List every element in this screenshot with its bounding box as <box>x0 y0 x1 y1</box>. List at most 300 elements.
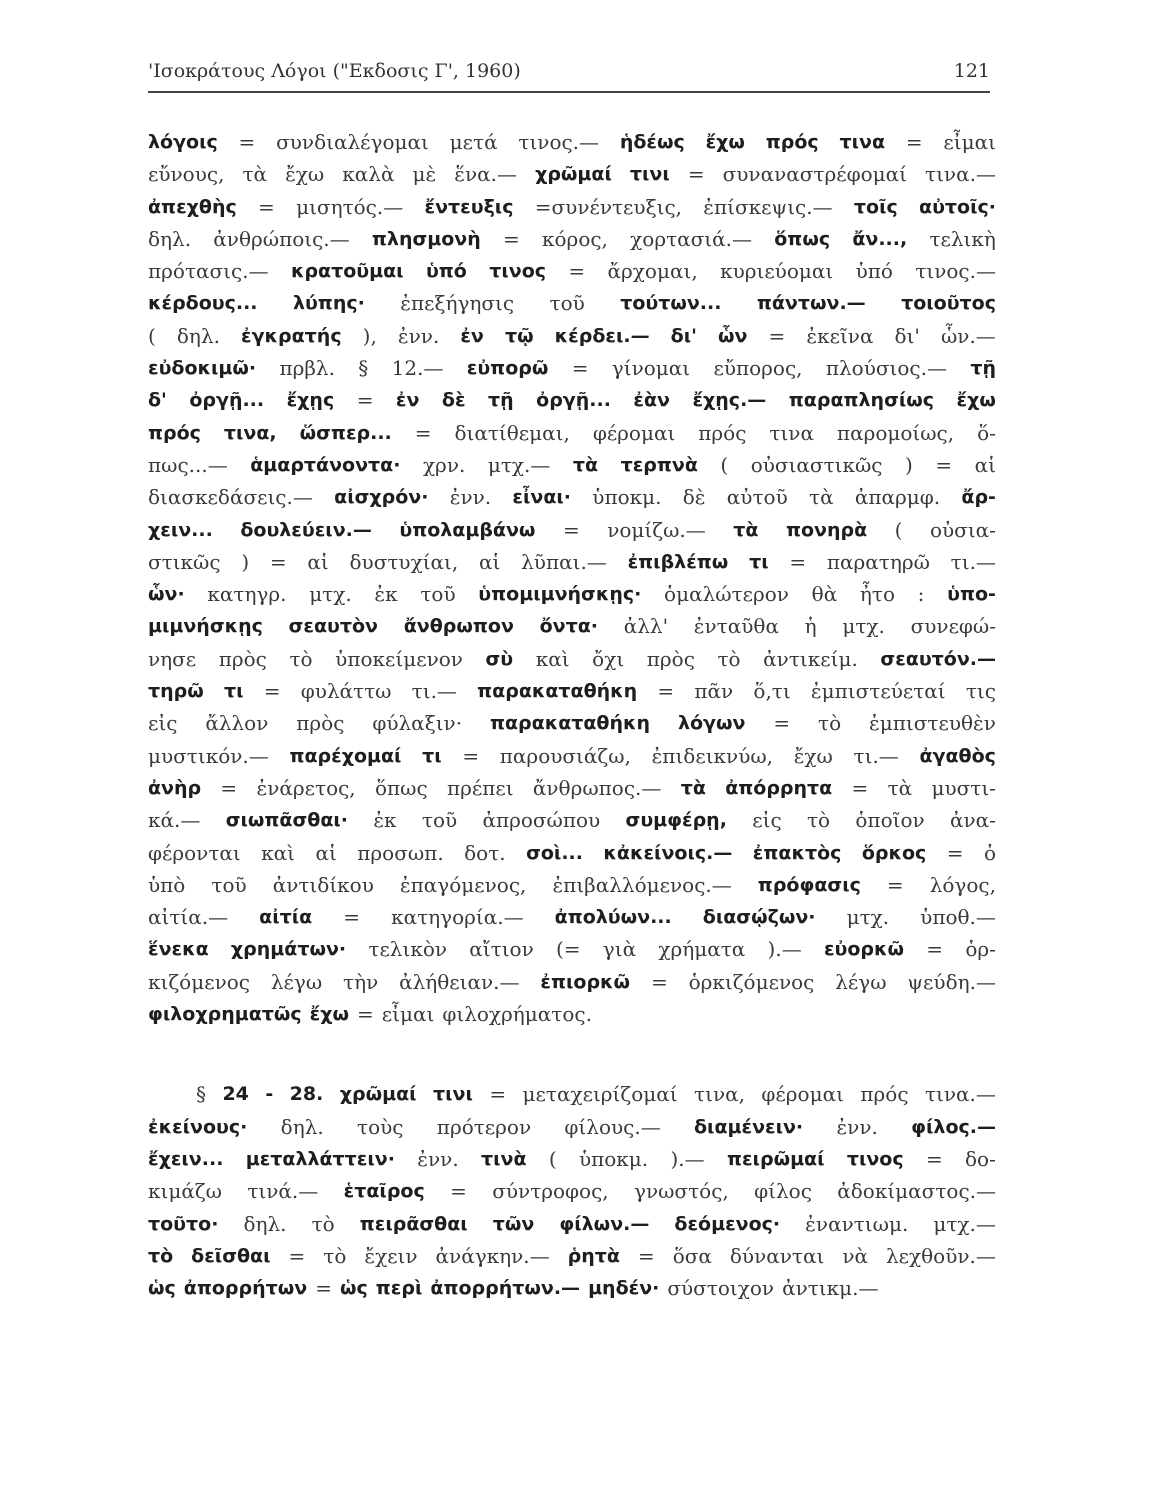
gloss-word: παρατηρῶ <box>826 549 930 574</box>
gloss-word: ὁμαλώτερον <box>664 582 789 607</box>
text-line <box>148 191 996 223</box>
lemma-word: δὲ <box>441 389 466 412</box>
gloss-word: κά.— <box>148 808 201 833</box>
gloss-word: = <box>851 775 869 800</box>
lemma-word: ὡς <box>148 1277 176 1300</box>
lemma-word: τι <box>422 744 442 767</box>
text-line <box>148 481 996 513</box>
lemma-word: ἐν <box>460 324 484 347</box>
gloss-word: μεταχειρίζομαί <box>522 1082 678 1107</box>
gloss-word: μετά <box>449 130 498 154</box>
gloss-word: = <box>503 226 520 251</box>
gloss-word: παρομοίως, <box>836 420 955 445</box>
gloss-word: ἀνθρώποις.— <box>213 226 350 251</box>
gloss-word: χρήματα <box>658 937 746 962</box>
gloss-word: ἀλλ' <box>623 614 669 639</box>
gloss-word: αἴτιον <box>469 937 534 962</box>
text-line <box>148 869 996 901</box>
lemma-word: τὰ <box>680 776 706 799</box>
gloss-word: ἐκ <box>373 808 397 833</box>
gloss-word: λόγος, <box>929 872 996 897</box>
lemma-word: ἀπορρήτων <box>183 1277 308 1300</box>
gloss-word: ἀλήθειαν.— <box>399 969 520 994</box>
gloss-word: ἐμπιστευθὲν <box>869 711 996 736</box>
gloss-word: προσωπ. <box>357 840 444 865</box>
gloss-word: πρός <box>860 1082 909 1107</box>
gloss-word: τὰ <box>809 485 834 510</box>
text-line <box>148 707 996 739</box>
gloss-word: ἀντικμ.— <box>782 1276 879 1301</box>
text-line <box>148 1272 996 1304</box>
gloss-word: = <box>269 549 287 574</box>
gloss-word: φύλαξιν· <box>372 711 463 736</box>
lemma-word: κέρδει.— <box>554 324 650 347</box>
text-line <box>148 772 996 804</box>
lemma-word: ὧν <box>718 324 748 347</box>
gloss-word: = <box>926 937 944 962</box>
gloss-word: εὔπορος, <box>713 356 803 381</box>
gloss-word: ( <box>548 1146 557 1171</box>
gloss-word: ( <box>148 323 156 348</box>
lemma-word: αὐτοῖς· <box>919 195 996 218</box>
gloss-word: ἐπεξήγησις <box>400 291 515 316</box>
gloss-word: ) <box>905 452 913 477</box>
gloss-word: φυλάττω <box>300 679 392 704</box>
gloss-word: δηλ. <box>280 1114 324 1139</box>
lemma-word: τὰ <box>572 453 599 476</box>
gloss-word: τοῦ <box>211 872 247 897</box>
gloss-word: ὑποκμ. <box>578 1146 649 1171</box>
gloss-word: = <box>462 743 480 768</box>
lemma-word: φίλων.— <box>559 1212 650 1235</box>
lemma-word: σεαυτόν.— <box>880 647 996 670</box>
lemma-word: μεταλλάττειν· <box>245 1147 395 1170</box>
lemma-word: τι <box>223 680 244 703</box>
gloss-word: μισητός.— <box>296 194 404 219</box>
gloss-word: τὸ <box>717 646 741 671</box>
gloss-word: ).— <box>767 937 802 962</box>
gloss-word: κατηγρ. <box>207 582 287 607</box>
gloss-word: τι.— <box>950 549 996 574</box>
lemma-word: διαμένειν· <box>694 1115 804 1138</box>
gloss-word: =συνέντευξις, <box>534 194 682 219</box>
gloss-word: ἐνν. <box>417 1146 459 1171</box>
gloss-word: γιὰ <box>602 937 637 962</box>
gloss-word: τινος.— <box>915 259 996 284</box>
gloss-word: ὑπό <box>855 259 893 284</box>
gloss-word: ἐνταῦθα <box>693 614 779 639</box>
lemma-word: τινι <box>433 1083 473 1106</box>
gloss-word: ὑποθ.— <box>920 905 996 930</box>
text-line <box>148 449 996 481</box>
text-line <box>148 1143 996 1175</box>
lemma-word: τοῦτο· <box>148 1212 219 1235</box>
gloss-word: = <box>773 711 791 736</box>
gloss-word: ψεύδη.— <box>907 969 996 994</box>
lemma-word: φίλος.— <box>911 1115 996 1138</box>
gloss-word: § <box>196 1082 206 1107</box>
gloss-word: ἀντιδίκου <box>272 872 374 897</box>
gloss-word: αἱ <box>974 452 996 477</box>
gloss-word: αὐτοῦ <box>726 485 788 510</box>
gloss-word: = <box>687 162 705 187</box>
gloss-word: μυστικόν.— <box>148 743 269 768</box>
gloss-word: ἐναντιωμ. <box>805 1211 909 1236</box>
gloss-word: = <box>650 969 668 994</box>
lemma-word: περὶ <box>375 1277 423 1300</box>
text-line <box>148 643 996 675</box>
gloss-word: μυστι- <box>931 775 996 800</box>
gloss-word: κατηγορία.— <box>391 905 524 930</box>
gloss-word: τελικὴ <box>929 226 996 251</box>
gloss-word: = <box>768 323 786 348</box>
lemma-word: ἔχῃς.— <box>692 389 767 412</box>
lemma-word: ὧν· <box>148 583 185 606</box>
lemma-word: ὄντα· <box>539 615 599 638</box>
lemma-word: ἐκείνους· <box>148 1115 248 1138</box>
gloss-word: διασκεδάσεις.— <box>148 485 313 510</box>
lemma-word: λόγοις <box>148 131 218 153</box>
gloss-word: ἔχω <box>793 743 833 768</box>
gloss-word: ὅ,τι <box>753 679 791 704</box>
lemma-word: δι' <box>670 324 697 347</box>
gloss-word: τινά.— <box>247 1179 319 1204</box>
lemma-word: ἀπολύων... <box>554 906 672 929</box>
gloss-word: ὅπως <box>374 775 428 800</box>
gloss-word: ) <box>241 549 250 574</box>
gloss-word: εἶμαι <box>943 130 996 154</box>
lemma-word: παραπλησίως <box>788 389 935 412</box>
gloss-word: συνδιαλέγομαι <box>276 130 429 154</box>
gloss-word: δηλ. <box>243 1211 287 1236</box>
lemma-word: ὥσπερ... <box>299 421 392 444</box>
lemma-word: τινὰ <box>480 1147 527 1170</box>
lemma-word: δουλεύειν.— <box>240 518 372 541</box>
lemma-word: τοιοῦτος <box>901 292 996 315</box>
lemma-word: πλησμονὴ <box>371 227 481 250</box>
gloss-word: = <box>258 194 275 219</box>
gloss-word: = <box>489 1082 507 1107</box>
gloss-word: = <box>657 679 675 704</box>
gloss-word: αἱ <box>479 549 501 574</box>
gloss-word: = <box>414 420 432 445</box>
gloss-word: ἄνθρωπος.— <box>532 775 662 800</box>
lemma-word: πρός <box>765 131 819 153</box>
gloss-word: τι.— <box>411 679 457 704</box>
gloss-word: ( <box>720 452 729 477</box>
text-line <box>148 158 996 190</box>
gloss-word: φιλοχρήματος. <box>442 1002 592 1027</box>
gloss-word: κυριεύομαι <box>720 259 834 284</box>
gloss-word: ἀνάγκην.— <box>435 1243 550 1268</box>
lemma-word: ἐν <box>395 389 420 412</box>
lemma-word: τινα <box>839 131 886 153</box>
text-line <box>148 417 996 449</box>
text-line <box>148 1240 996 1272</box>
text-line <box>148 998 996 1030</box>
gloss-word: κιμάζω <box>148 1179 222 1204</box>
gloss-word: ἐκεῖνα <box>806 323 874 348</box>
gloss-word: πρότασις.— <box>148 259 269 284</box>
lemma-word: ἀπεχθὴς <box>148 195 237 218</box>
text-line <box>148 901 996 933</box>
gloss-word: μτχ. <box>846 905 890 930</box>
gloss-word: = <box>571 356 589 381</box>
gloss-word: = <box>905 130 923 154</box>
gloss-word: ἀπαρμφ. <box>854 485 941 510</box>
gloss-word: ( <box>894 517 903 542</box>
text-line <box>148 837 996 869</box>
gloss-word: γνωστός, <box>634 1179 729 1204</box>
gloss-word: τὸ <box>311 1211 335 1236</box>
lemma-word: εὐορκῶ <box>823 938 905 961</box>
lemma-word: ἐπακτὸς <box>752 841 842 864</box>
lemma-word: μηδέν· <box>588 1277 660 1300</box>
gloss-word: ἐμπιστεύεταί <box>810 679 946 704</box>
lemma-word: ἐπιορκῶ <box>540 970 631 993</box>
gloss-word: κιζόμενος <box>148 969 250 994</box>
gloss-word: ἄλλον <box>205 711 269 736</box>
gloss-word: = <box>637 1243 655 1268</box>
gloss-word: ), <box>362 323 377 348</box>
gloss-word: συνεφώ- <box>910 614 996 639</box>
gloss-word: μτχ. <box>842 614 885 639</box>
lemma-word: τούτων... <box>620 292 722 315</box>
gloss-word: τινα.— <box>924 1082 996 1107</box>
lemma-word: ἕνεκα <box>148 938 209 961</box>
paragraph-gap <box>148 1030 996 1078</box>
text-line <box>148 1175 996 1207</box>
gloss-word: παρουσιάζω, <box>499 743 631 768</box>
lemma-word: πειρᾶσθαι <box>359 1212 468 1235</box>
lemma-word: σεαυτὸν <box>288 615 379 638</box>
lemma-word: ἀπορρήτων.— <box>430 1277 581 1300</box>
lemma-word: λόγων <box>677 712 746 735</box>
lemma-word: εἶναι· <box>512 486 572 509</box>
lemma-word: ἑταῖρος <box>343 1180 425 1203</box>
gloss-word: ἐπιβαλλόμενος.— <box>552 872 732 897</box>
gloss-word: = <box>935 452 953 477</box>
gloss-word: τὰ <box>242 162 268 187</box>
lemma-word: ἄνθρωπον <box>403 615 514 638</box>
gloss-word: οὐσιαστικῶς <box>750 452 883 477</box>
lemma-word: χειν... <box>148 518 213 541</box>
gloss-word: ὁρκιζόμενος <box>688 969 815 994</box>
gloss-word: δι' <box>894 323 920 348</box>
text-line <box>148 223 996 255</box>
gloss-word: τὸ <box>323 1243 347 1268</box>
header-rule <box>148 91 990 93</box>
lemma-word: τινα, <box>223 421 277 444</box>
gloss-word: ὑποκείμενον <box>335 646 463 671</box>
gloss-word: = <box>288 1243 306 1268</box>
gloss-word: τινος.— <box>518 130 600 154</box>
text-line <box>148 126 996 158</box>
lemma-word: ὑπο- <box>947 583 996 606</box>
lemma-word: ἡδέως <box>619 131 685 153</box>
gloss-word: πρὸς <box>296 711 345 736</box>
gloss-word: ἀντικείμ. <box>763 646 858 671</box>
gloss-word: = <box>357 1002 374 1027</box>
gloss-word: λέγω <box>270 969 323 994</box>
lemma-word: τινος <box>489 260 547 283</box>
lemma-word: παρακαταθήκη <box>489 712 651 735</box>
gloss-word: ὅ- <box>977 420 996 445</box>
commentary-text <box>148 126 996 1304</box>
text-line <box>148 1111 996 1143</box>
gloss-word: τελικὸν <box>368 937 448 962</box>
gloss-word: δηλ. <box>148 226 192 251</box>
page-number: 121 <box>953 60 990 82</box>
gloss-word: τοῦ <box>549 291 585 316</box>
gloss-word: χορτασιά.— <box>630 226 753 251</box>
gloss-word: εἰς <box>752 808 782 833</box>
text-line <box>148 384 996 416</box>
text-line <box>148 610 996 642</box>
gloss-word: πρὸς <box>218 646 267 671</box>
lemma-word: μιμνήσκῃς <box>148 615 263 638</box>
lemma-word: φιλοχρηματῶς <box>148 1003 302 1026</box>
gloss-word: εἶμαι <box>381 1002 435 1027</box>
lemma-word: ἔχῃς <box>286 389 335 412</box>
paragraph <box>148 1078 996 1304</box>
lemma-word: τινος <box>846 1147 904 1170</box>
lemma-word: δεῖσθαι <box>191 1244 271 1267</box>
lemma-word: ἀπόρρητα <box>725 776 833 799</box>
gloss-word: νησε <box>148 646 197 671</box>
lemma-word: 24 <box>222 1083 249 1106</box>
gloss-word: σύστοιχον <box>667 1276 775 1301</box>
lemma-word: ἄρ- <box>961 486 996 509</box>
lemma-word: ἔντευξις <box>424 195 514 218</box>
lemma-word: πρόφασις <box>757 873 861 896</box>
gloss-word: ἡ <box>804 614 817 639</box>
gloss-word: = <box>356 388 374 413</box>
gloss-word: οὐσια- <box>929 517 996 542</box>
gloss-word: τὰ <box>887 775 913 800</box>
gloss-word: λέγω <box>835 969 887 994</box>
lemma-word: τῇ <box>970 357 996 380</box>
gloss-word: 12.— <box>391 356 444 381</box>
text-line <box>148 804 996 836</box>
lemma-word: εὐδοκιμῶ· <box>148 357 257 380</box>
lemma-word: τῷ <box>504 324 534 347</box>
lemma-word: ἔχω <box>705 131 745 153</box>
gloss-word: = <box>925 1146 943 1171</box>
gloss-word: ἐπιδεικνύω, <box>651 743 774 768</box>
gloss-word: πρὸς <box>646 646 695 671</box>
gloss-word: δο- <box>965 1146 996 1171</box>
gloss-word: πλούσιος.— <box>825 356 947 381</box>
gloss-word: ὁποῖον <box>855 808 925 833</box>
gloss-word: πρός <box>698 420 747 445</box>
gloss-word: φέρονται <box>148 840 241 865</box>
lemma-word: ἐπιβλέπω <box>627 550 729 573</box>
lemma-word: τι <box>749 550 769 573</box>
lemma-word: ὀργῇ... <box>536 389 611 412</box>
gloss-word: γίνομαι <box>611 356 691 381</box>
lemma-word: ὀργῇ... <box>189 389 265 412</box>
gloss-word: φίλους.— <box>564 1114 661 1139</box>
lemma-word: ὑπολαμβάνω <box>399 518 536 541</box>
lemma-word: ὑπομιμνήσκῃς· <box>478 583 642 606</box>
lemma-word: ὑπό <box>425 260 467 283</box>
lemma-word: τῶν <box>492 1212 535 1235</box>
gloss-word: = <box>220 775 238 800</box>
gloss-word: κόρος, <box>542 226 608 251</box>
text-line <box>148 287 996 319</box>
lemma-word: τὰ <box>733 518 759 541</box>
lemma-word: ἔχω <box>309 1003 350 1026</box>
gloss-word: πρβλ. <box>279 356 335 381</box>
text-line <box>148 1208 996 1240</box>
gloss-word: τινα, <box>694 1082 745 1107</box>
lemma-word: τινι <box>629 163 670 186</box>
gloss-word: ὑποκμ. <box>592 485 662 510</box>
text-line <box>148 933 996 965</box>
text-line <box>148 352 996 384</box>
gloss-word: νομίζω.— <box>607 517 706 542</box>
lemma-word: πονηρὰ <box>785 518 868 541</box>
lemma-word: χρημάτων· <box>230 938 347 961</box>
lemma-word: ἐγκρατής <box>241 324 342 347</box>
gloss-word: τοὺς <box>357 1114 404 1139</box>
gloss-word: δηλ. <box>176 323 220 348</box>
lemma-word: ἀνὴρ <box>148 776 202 799</box>
gloss-word: ἄρχομαι, <box>607 259 698 284</box>
gloss-word: ἦτο <box>859 582 895 607</box>
gloss-word: ἀνα- <box>949 808 996 833</box>
gloss-word: πως...— <box>148 452 228 477</box>
gloss-word: μτχ.— <box>933 1211 996 1236</box>
gloss-word: τοῦ <box>421 808 458 833</box>
gloss-word: ὑπὸ <box>148 872 186 897</box>
gloss-word: λῦπαι.— <box>521 549 607 574</box>
gloss-word: τὸ <box>818 711 842 736</box>
gloss-word: θὰ <box>811 582 838 607</box>
lemma-word: αἰσχρόν· <box>334 486 429 509</box>
gloss-word: μὲ <box>412 162 437 187</box>
gloss-word: ἔχειν <box>364 1243 418 1268</box>
gloss-word: δυστυχίαι, <box>349 549 459 574</box>
gloss-word: δὲ <box>682 485 706 510</box>
gloss-word: ἐκ <box>374 582 398 607</box>
gloss-word: αἰτία.— <box>148 905 229 930</box>
text-line <box>148 966 996 998</box>
gloss-word: εὔνους, <box>148 162 225 187</box>
gloss-word: ἔχω <box>285 162 325 187</box>
lemma-word: χρῶμαί <box>535 163 612 186</box>
gloss-word: ἐνν. <box>836 1114 878 1139</box>
gloss-word: § <box>358 356 369 381</box>
gloss-word: πρότερον <box>436 1114 532 1139</box>
gloss-word: = <box>263 679 281 704</box>
lemma-word: ἐὰν <box>633 389 670 412</box>
gloss-word: = <box>886 872 904 897</box>
gloss-word: εἰς <box>148 711 178 736</box>
gloss-word: νὰ <box>842 1243 868 1268</box>
lemma-word: ἔχω <box>956 389 996 412</box>
gloss-word: φέρομαι <box>592 420 676 445</box>
gloss-word: δοτ. <box>464 840 506 865</box>
gloss-word: τι.— <box>853 743 899 768</box>
text-line <box>148 320 996 352</box>
lemma-word: ὅπως <box>774 227 831 250</box>
lemma-word: χρῶμαί <box>339 1083 417 1106</box>
gloss-word: (= <box>555 937 581 962</box>
gloss-word: ὅσα <box>672 1243 712 1268</box>
gloss-word: αἱ <box>307 549 329 574</box>
